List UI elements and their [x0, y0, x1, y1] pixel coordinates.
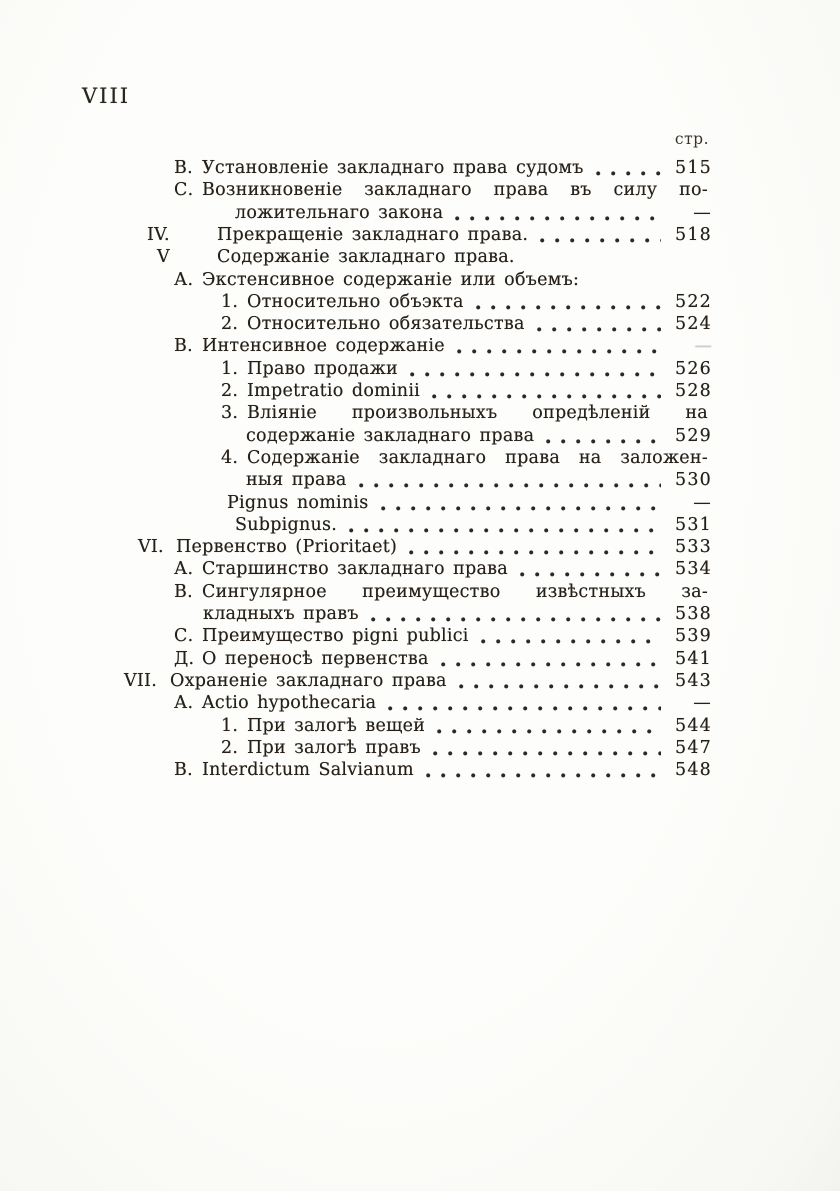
- dot-leader: [359, 483, 661, 488]
- toc-entry-page: 547: [674, 738, 712, 758]
- toc-row: [124, 670, 712, 693]
- toc-entry-prefix: Д.: [174, 649, 195, 669]
- toc-entry-text: Actio hypothecaria: [202, 693, 377, 713]
- toc-entry-prefix: С.: [174, 626, 194, 646]
- toc-entry-prefix: 4.: [221, 448, 239, 468]
- toc-entry-prefix: VI.: [138, 537, 164, 557]
- toc-entry-page: 522: [674, 292, 712, 312]
- toc-row: [221, 380, 712, 403]
- toc-entry-prefix: V: [157, 247, 170, 267]
- dot-leader: [540, 238, 661, 243]
- page-column-header: стр.: [674, 130, 709, 148]
- toc-entry-prefix: 1.: [221, 359, 239, 379]
- toc-entry-prefix: А.: [174, 559, 194, 579]
- toc-entry-prefix: В.: [174, 158, 193, 178]
- toc-row: [235, 514, 712, 537]
- dot-leader: [546, 439, 661, 444]
- toc-row: [174, 625, 712, 648]
- toc-row: [174, 581, 712, 604]
- toc-entry-text: содержаніе закладнаго права: [246, 426, 535, 446]
- toc-entry-text: Содержаніе закладнаго права.: [217, 247, 515, 267]
- dot-leader: [388, 706, 661, 711]
- toc-row: [227, 492, 712, 515]
- toc-entry-text: Преимущество pigni publici: [202, 626, 469, 646]
- toc-entry-page: 524: [674, 314, 712, 334]
- toc-entry-page: 533: [674, 537, 712, 557]
- toc-row: [147, 224, 712, 247]
- toc-row: [221, 313, 712, 336]
- dot-leader: [476, 305, 661, 310]
- toc-entry-page: 531: [674, 515, 712, 535]
- toc-entry-prefix: 2.: [221, 314, 239, 334]
- toc-entry-page: 529: [674, 426, 712, 446]
- toc-row: [174, 269, 712, 292]
- dot-leader: [457, 349, 661, 354]
- toc-entry-text: Относительно объэкта: [247, 292, 464, 312]
- toc-row: [174, 692, 712, 715]
- toc-entry-text: Интенсивное содержаніе: [202, 336, 445, 356]
- dot-leader: [409, 550, 661, 555]
- toc-entry-text: Экстенсивное содержаніе или объемъ:: [202, 270, 580, 290]
- toc-entry-page: 528: [674, 381, 712, 401]
- dot-leader: [537, 327, 661, 332]
- dot-leader: [432, 394, 661, 399]
- toc-entry-page: 530: [674, 470, 712, 490]
- toc-entry-page: —: [693, 493, 712, 513]
- toc-row: [174, 558, 712, 581]
- toc-entry-page: 534: [674, 559, 712, 579]
- toc-entry-prefix: VII.: [124, 671, 158, 691]
- toc-row: [138, 536, 712, 559]
- toc-entry-prefix: 2.: [221, 381, 239, 401]
- toc-entry-text: При залогѣ правъ: [247, 738, 421, 758]
- toc-row: [221, 715, 712, 738]
- dot-leader: [459, 684, 661, 689]
- toc-row: [221, 402, 712, 425]
- toc-row: [221, 737, 712, 760]
- dot-leader: [481, 639, 661, 644]
- toc-entry-text: Первенство (Prioritaet): [176, 537, 398, 557]
- dot-leader: [441, 662, 661, 667]
- toc-entry-page: —: [693, 203, 712, 223]
- toc-entry-prefix: 1.: [221, 716, 239, 736]
- toc-entry-prefix: В.: [174, 582, 193, 602]
- toc-entry-page: 543: [674, 671, 712, 691]
- dot-leader: [371, 617, 661, 622]
- toc-entry-text: О переносѣ первенства: [202, 649, 429, 669]
- toc-entry-text: Охраненіе закладнаго права: [170, 671, 447, 691]
- dot-leader: [596, 171, 661, 176]
- page-number-folio: VIII: [82, 84, 131, 108]
- dot-leader: [381, 506, 661, 511]
- toc-entry-page: 526: [674, 359, 712, 379]
- dot-leader: [455, 216, 661, 221]
- toc-row: [246, 425, 712, 448]
- toc-entry-page: 515: [674, 158, 712, 178]
- toc-entry-text: Subpignus.: [235, 515, 338, 535]
- toc-entry-page: 518: [674, 225, 712, 245]
- dot-leader: [433, 751, 661, 756]
- toc-entry-page: —: [694, 336, 712, 356]
- toc-row: [221, 358, 712, 381]
- toc-entry-text: ныя права: [246, 470, 347, 490]
- toc-row: [221, 291, 712, 314]
- toc-entry-text: При залогѣ вещей: [247, 716, 426, 736]
- toc-entry-text: Прекращеніе закладнаго права.: [217, 225, 529, 245]
- toc-entry-text: ложительнаго закона: [235, 203, 444, 223]
- toc-entry-prefix: А.: [174, 270, 194, 290]
- toc-entry-page: 548: [674, 760, 712, 780]
- toc-row: [221, 447, 712, 470]
- toc-row: [174, 759, 712, 782]
- toc-entry-prefix: 3.: [221, 403, 239, 423]
- toc-row: [203, 603, 712, 626]
- dot-leader: [520, 572, 661, 577]
- toc-row: [174, 157, 712, 180]
- toc-entry-text: Установленіе закладнаго права судомъ: [202, 158, 584, 178]
- toc-entry-prefix: С.: [174, 180, 194, 200]
- toc-entry-text: Содержаніе закладнаго права на заложен-: [247, 448, 708, 468]
- toc-entry-text: Сингулярное преимущество извѣстныхъ за-: [202, 582, 708, 602]
- toc-entry-page: 539: [674, 626, 712, 646]
- toc-row: [174, 335, 712, 358]
- toc-entry-prefix: А.: [174, 693, 194, 713]
- toc-row: [235, 202, 712, 225]
- toc-row: [157, 246, 712, 269]
- toc-entry-text: Вліяніе произвольныхъ опредѣленій на: [247, 403, 708, 423]
- toc-entry-text: Старшинство закладнаго права: [202, 559, 508, 579]
- toc-entry-text: Interdictum Salvianum: [202, 760, 414, 780]
- toc-entry-page: 544: [674, 716, 712, 736]
- toc-row: [246, 469, 712, 492]
- toc-entry-prefix: B.: [174, 760, 193, 780]
- dot-leader: [437, 729, 661, 734]
- dot-leader: [349, 528, 661, 533]
- toc-entry-page: —: [693, 693, 712, 713]
- toc-entry-page: 538: [674, 604, 712, 624]
- toc-entry-text: Impetratio dominii: [247, 381, 421, 401]
- toc-entry-page: 541: [674, 649, 712, 669]
- toc-entry-text: Относительно обязательства: [247, 314, 525, 334]
- toc-entry-prefix: IV.: [147, 225, 170, 245]
- dot-leader: [410, 372, 661, 377]
- toc-entry-prefix: 1.: [221, 292, 239, 312]
- toc-entry-text: Pignus nominis: [227, 493, 369, 513]
- toc-entry-text: кладныхъ правъ: [203, 604, 359, 624]
- toc-entry-text: Право продажи: [247, 359, 398, 379]
- toc-row: [174, 648, 712, 671]
- dot-leader: [426, 773, 661, 778]
- toc-entry-text: Возникновеніе закладнаго права въ силу по-: [202, 180, 708, 200]
- toc-row: [174, 179, 712, 202]
- toc-entry-prefix: В.: [174, 336, 193, 356]
- toc-entry-prefix: 2.: [221, 738, 239, 758]
